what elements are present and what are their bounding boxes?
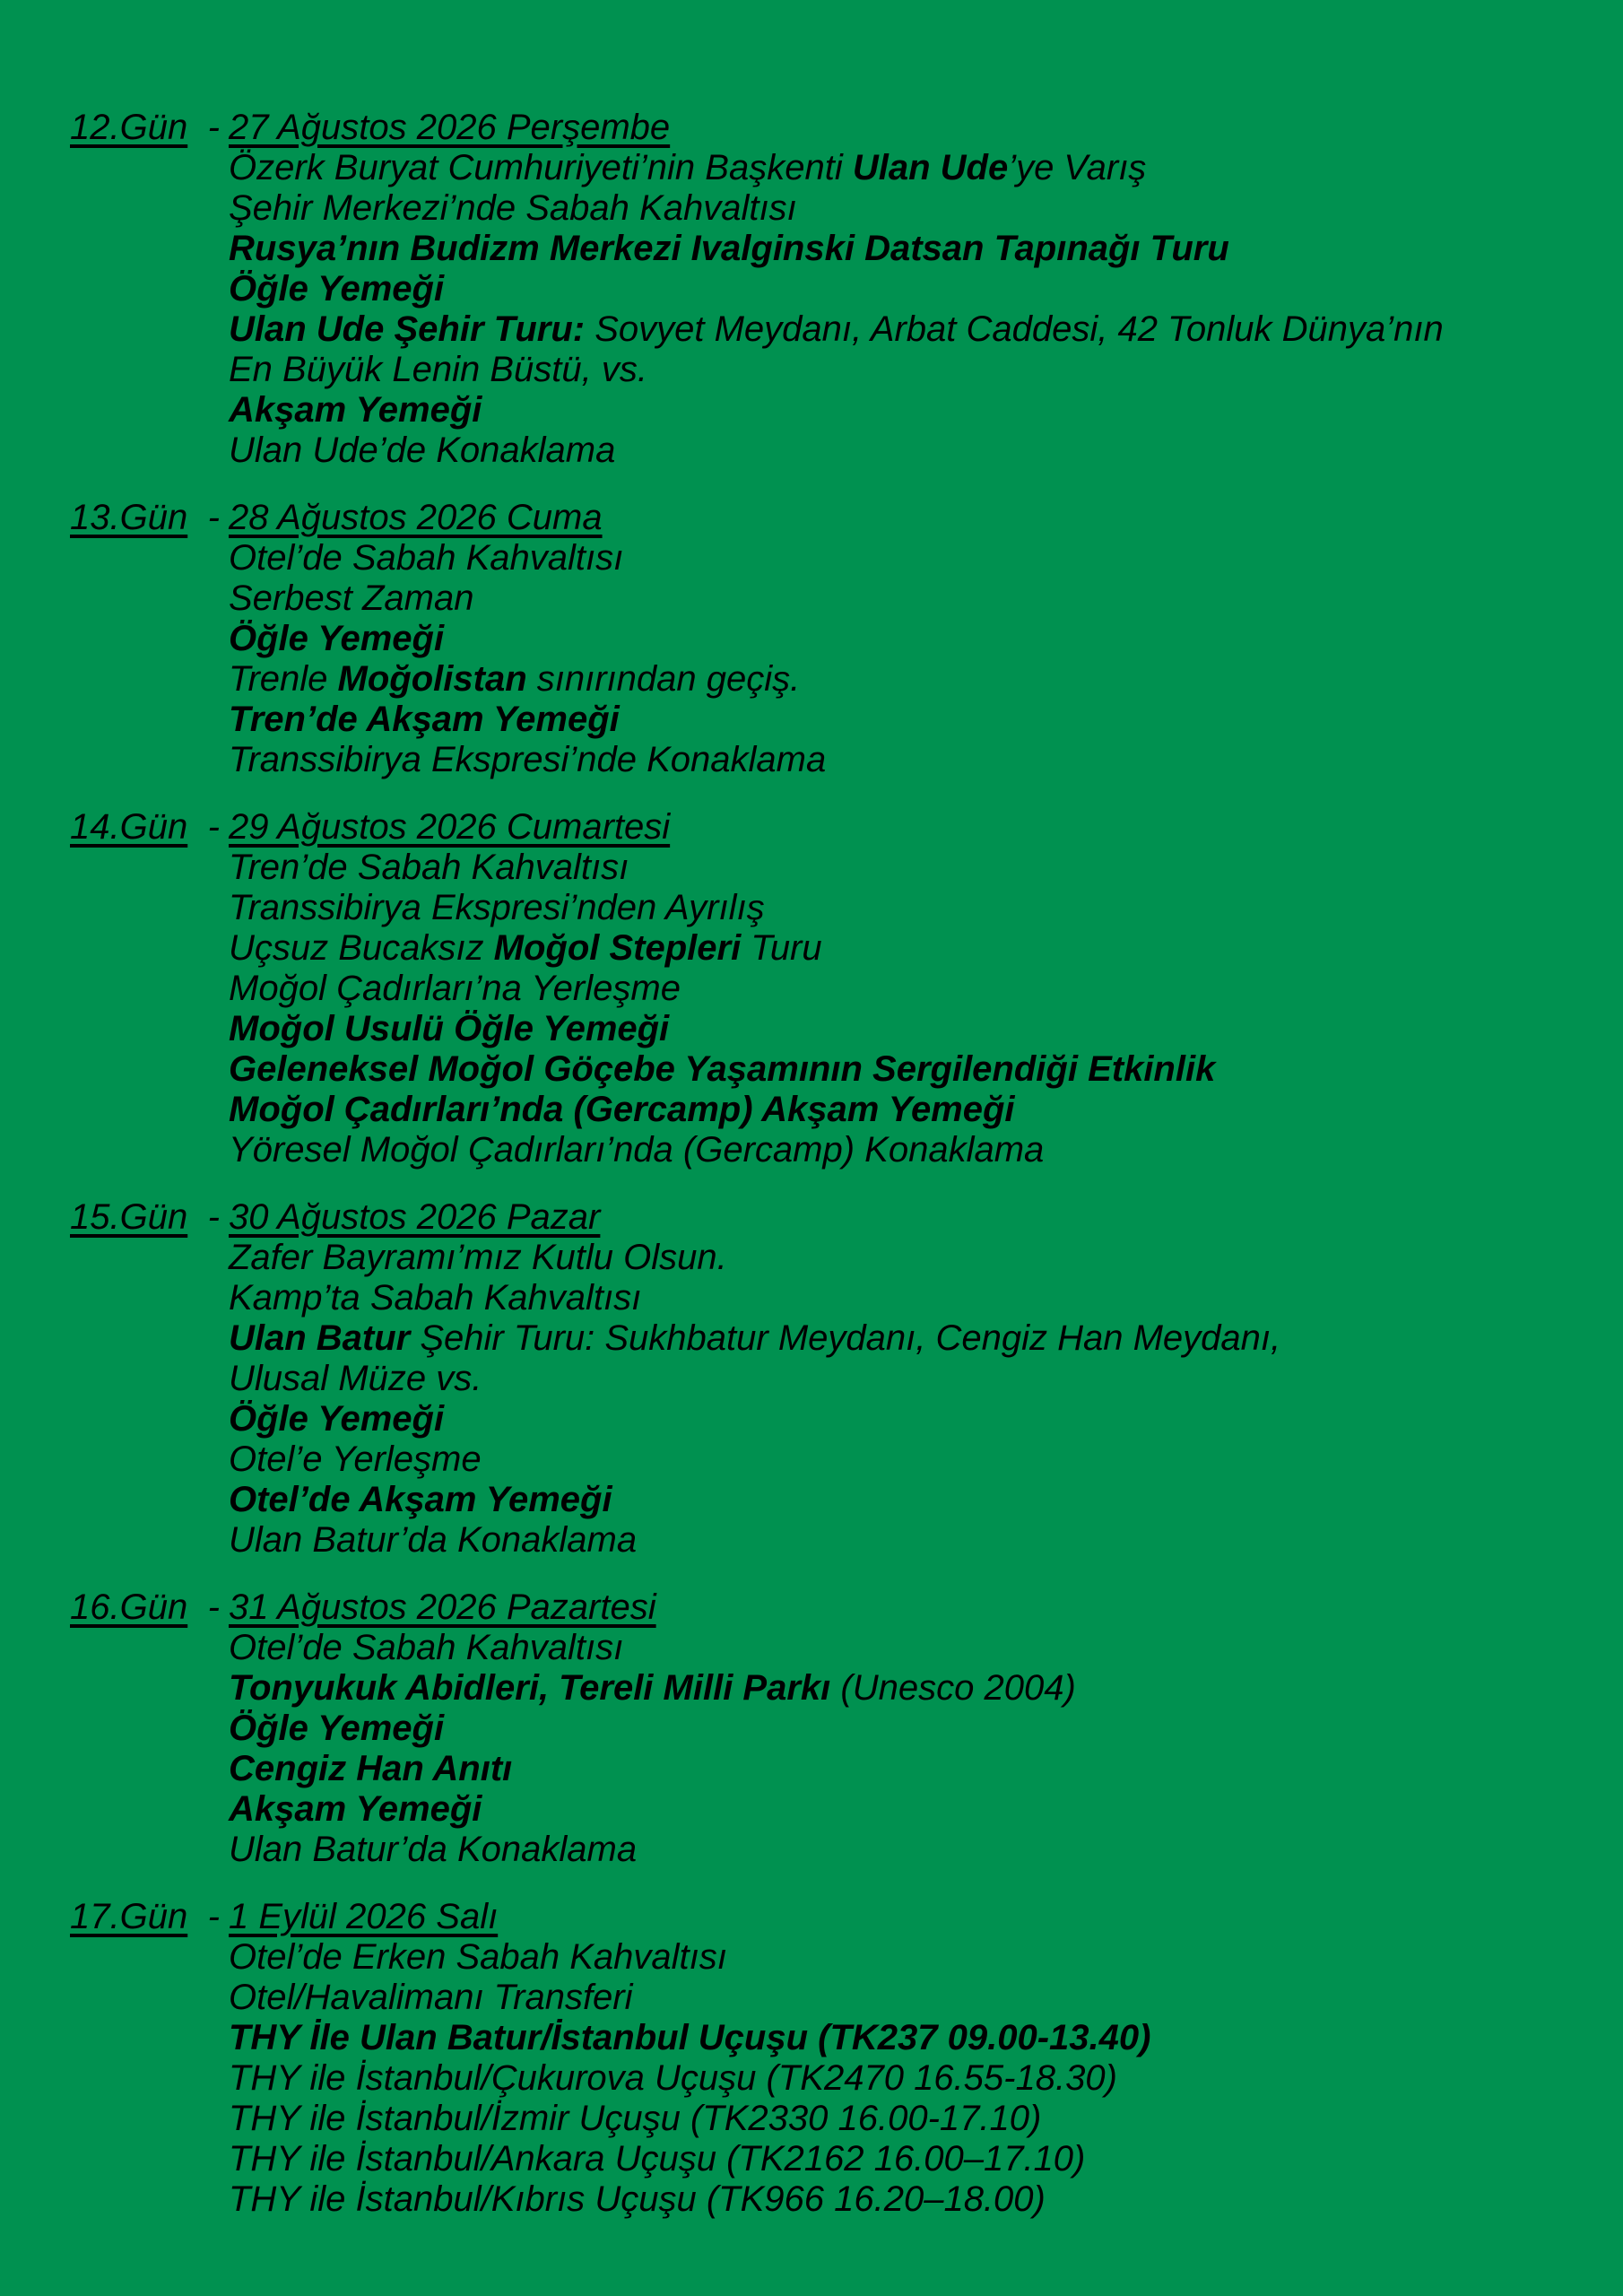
text-segment: Öğle Yemeği: [229, 1399, 445, 1439]
day-date: 28 Ağustos 2026 Cuma: [229, 498, 603, 537]
day-label: 13.Gün: [70, 498, 188, 537]
text-segment: Otel’de Sabah Kahvaltısı: [229, 1628, 624, 1667]
text-segment: Otel/Havalimanı Transferi: [229, 1978, 633, 2017]
itinerary-line: [229, 1009, 1623, 1049]
itinerary-line: [229, 309, 1623, 350]
itinerary-line: [229, 2099, 1623, 2139]
itinerary-line: [229, 700, 1623, 740]
itinerary-line: [229, 2058, 1623, 2099]
text-segment: Moğol Usulü Öğle Yemeği: [229, 1009, 670, 1048]
day-gutter: [70, 1197, 229, 1238]
text-segment: Cengiz Han Anıtı: [229, 1749, 513, 1788]
itinerary-line: [229, 188, 1623, 229]
text-segment: Serbest Zaman: [229, 578, 474, 618]
text-segment: THY ile İstanbul/İzmir Uçuşu (TK2330 16.00-17.10): [229, 2099, 1042, 2138]
text-segment: Otel’e Yerleşme: [229, 1439, 482, 1479]
itinerary-line: [229, 1238, 1623, 1278]
itinerary-line: [229, 148, 1623, 188]
itinerary-line: [229, 2139, 1623, 2179]
text-segment: THY İle Ulan Batur/İstanbul Uçuşu (TK237 09.00-13.40): [229, 2018, 1151, 2057]
text-segment: Moğol Çadırları’nda (Gercamp) Akşam Yemeği: [229, 1090, 1015, 1129]
day-label: 16.Gün: [70, 1587, 188, 1627]
text-segment: Otel’de Akşam Yemeği: [229, 1480, 612, 1519]
itinerary-line: [229, 229, 1623, 269]
text-segment: Moğol Çadırları’na Yerleşme: [229, 969, 681, 1008]
day-date: 31 Ağustos 2026 Pazartesi: [229, 1587, 656, 1627]
itinerary-line: [229, 1049, 1623, 1090]
text-segment: Özerk Buryat Cumhuriyeti’nin Başkenti: [229, 148, 853, 187]
text-segment: Kamp’ta Sabah Kahvaltısı: [229, 1278, 642, 1318]
text-segment: Ulan Batur’da Konaklama: [229, 1830, 638, 1869]
day-block: [70, 1587, 1623, 1870]
day-gutter: [70, 807, 229, 848]
day-label: 15.Gün: [70, 1197, 188, 1237]
day-block: [70, 498, 1623, 780]
itinerary-line: [229, 619, 1623, 659]
itinerary-line: [229, 390, 1623, 430]
itinerary-line: [229, 1480, 1623, 1520]
text-segment: Transsibirya Ekspresi’nden Ayrılış: [229, 888, 765, 927]
text-segment: Ulusal Müze vs.: [229, 1359, 482, 1398]
day-separator: -: [207, 108, 220, 147]
itinerary-line: [229, 1978, 1623, 2018]
day-content: [229, 498, 1623, 780]
text-segment: Tonyukuk Abidleri, Tereli Milli Parkı: [229, 1668, 831, 1708]
text-segment: Trenle: [229, 659, 338, 699]
itinerary-line: [229, 1359, 1623, 1399]
text-segment: Moğol Stepleri: [493, 928, 742, 968]
day-block: [70, 1197, 1623, 1561]
day-gutter: [70, 498, 229, 538]
day-date: 1 Eylül 2026 Salı: [229, 1897, 499, 1936]
day-content: [229, 1587, 1623, 1870]
text-segment: ’ye Varış: [1008, 148, 1147, 187]
day-label: 12.Gün: [70, 108, 188, 147]
day-gutter: [70, 1897, 229, 1937]
text-segment: Otel’de Erken Sabah Kahvaltısı: [229, 1937, 727, 1977]
itinerary-line: [229, 969, 1623, 1009]
day-date-line: [229, 1587, 1623, 1628]
itinerary-line: [229, 1439, 1623, 1480]
day-gutter: [70, 108, 229, 148]
text-segment: Transsibirya Ekspresi’nde Konaklama: [229, 740, 827, 779]
itinerary-line: [229, 1520, 1623, 1561]
text-segment: (Unesco 2004): [830, 1668, 1076, 1708]
text-segment: Ulan Ude Şehir Turu:: [229, 309, 586, 349]
day-block: [70, 1897, 1623, 2220]
day-date: 30 Ağustos 2026 Pazar: [229, 1197, 601, 1237]
text-segment: Tren’de Akşam Yemeği: [229, 700, 620, 739]
itinerary-line: [229, 1130, 1623, 1170]
itinerary-line: [229, 269, 1623, 309]
day-separator: -: [207, 807, 220, 847]
itinerary-line: [229, 928, 1623, 969]
text-segment: THY ile İstanbul/Ankara Uçuşu (TK2162 16.00–17.10): [229, 2139, 1086, 2179]
itinerary-line: [229, 350, 1623, 390]
text-segment: Uçsuz Bucaksız: [229, 928, 494, 968]
text-segment: Ulan Batur’da Konaklama: [229, 1520, 638, 1560]
text-segment: Yöresel Moğol Çadırları’nda (Gercamp) Konaklama: [229, 1130, 1045, 1170]
day-block: [70, 807, 1623, 1170]
itinerary-line: [229, 1278, 1623, 1318]
text-segment: sınırından geçiş.: [526, 659, 801, 699]
itinerary-line: [229, 1937, 1623, 1978]
itinerary: [70, 108, 1623, 2220]
day-date: 29 Ağustos 2026 Cumartesi: [229, 807, 671, 847]
text-segment: Öğle Yemeği: [229, 269, 445, 309]
itinerary-line: [229, 888, 1623, 928]
text-segment: THY ile İstanbul/Kıbrıs Uçuşu (TK966 16.20–18.00): [229, 2179, 1046, 2219]
day-date-line: [229, 108, 1623, 148]
text-segment: Turu: [741, 928, 822, 968]
day-date-line: [229, 1897, 1623, 1937]
day-separator: -: [207, 1587, 220, 1627]
day-content: [229, 1197, 1623, 1561]
itinerary-line: [229, 1090, 1623, 1130]
text-segment: Akşam Yemeği: [229, 1789, 482, 1829]
text-segment: Şehir Merkezi’nde Sabah Kahvaltısı: [229, 188, 797, 228]
text-segment: Tren’de Sabah Kahvaltısı: [229, 848, 629, 887]
day-content: [229, 1897, 1623, 2220]
itinerary-line: [229, 2179, 1623, 2220]
itinerary-line: [229, 2018, 1623, 2058]
text-segment: Moğolistan: [337, 659, 527, 699]
itinerary-line: [229, 1399, 1623, 1439]
text-segment: En Büyük Lenin Büstü, vs.: [229, 350, 647, 389]
text-segment: Şehir Turu: Sukhbatur Meydanı, Cengiz Han Meydanı,: [410, 1318, 1281, 1358]
itinerary-line: [229, 1830, 1623, 1870]
itinerary-line: [229, 1789, 1623, 1830]
day-gutter: [70, 1587, 229, 1628]
text-segment: Öğle Yemeği: [229, 1709, 445, 1748]
itinerary-line: [229, 1749, 1623, 1789]
itinerary-line: [229, 1668, 1623, 1709]
day-date: 27 Ağustos 2026 Perşembe: [229, 108, 671, 147]
day-separator: -: [207, 498, 220, 537]
text-segment: Sovyet Meydanı, Arbat Caddesi, 42 Tonluk Dünya’nın: [585, 309, 1444, 349]
text-segment: Zafer Bayramı’mız Kutlu Olsun.: [229, 1238, 727, 1277]
text-segment: Geleneksel Moğol Göçebe Yaşamının Sergilendiği Etkinlik: [229, 1049, 1216, 1089]
itinerary-line: [229, 1318, 1623, 1359]
itinerary-line: [229, 659, 1623, 700]
itinerary-line: [229, 430, 1623, 471]
day-content: [229, 108, 1623, 471]
itinerary-line: [229, 848, 1623, 888]
itinerary-line: [229, 740, 1623, 780]
itinerary-line: [229, 538, 1623, 578]
itinerary-line: [229, 578, 1623, 619]
day-label: 17.Gün: [70, 1897, 188, 1936]
day-separator: -: [207, 1197, 220, 1237]
day-separator: -: [207, 1897, 220, 1936]
text-segment: Ulan Ude’de Konaklama: [229, 430, 616, 470]
day-date-line: [229, 498, 1623, 538]
itinerary-line: [229, 1709, 1623, 1749]
day-date-line: [229, 807, 1623, 848]
text-segment: Ulan Batur: [229, 1318, 411, 1358]
itinerary-line: [229, 1628, 1623, 1668]
text-segment: Otel’de Sabah Kahvaltısı: [229, 538, 624, 578]
text-segment: Rusya’nın Budizm Merkezi Ivalginski Datsan Tapınağı Turu: [229, 229, 1229, 268]
text-segment: Ulan Ude: [852, 148, 1009, 187]
day-block: [70, 108, 1623, 471]
text-segment: Akşam Yemeği: [229, 390, 482, 430]
day-content: [229, 807, 1623, 1170]
day-date-line: [229, 1197, 1623, 1238]
text-segment: THY ile İstanbul/Çukurova Uçuşu (TK2470 16.55-18.30): [229, 2058, 1117, 2098]
day-label: 14.Gün: [70, 807, 188, 847]
text-segment: Öğle Yemeği: [229, 619, 445, 658]
